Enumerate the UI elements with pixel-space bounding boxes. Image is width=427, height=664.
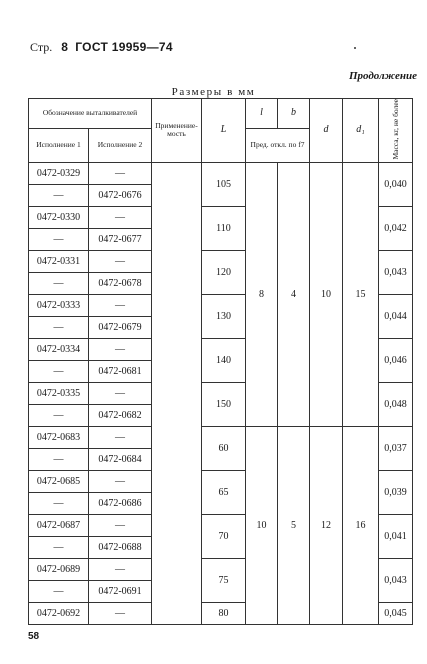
cell-variant2: — <box>89 470 152 492</box>
cell-variant1: 0472-0330 <box>29 206 89 228</box>
cell-variant2: — <box>89 338 152 360</box>
cell-l-group1: 8 <box>246 162 278 426</box>
cell-variant1: — <box>29 184 89 206</box>
cell-variant1: 0472-0685 <box>29 470 89 492</box>
page-number: 58 <box>28 631 40 642</box>
cell-variant1: 0472-0333 <box>29 294 89 316</box>
cell-variant2: 0472-0679 <box>89 316 152 338</box>
header-tolerance: Пред. откл. по f7 <box>246 128 310 162</box>
cell-variant1: — <box>29 272 89 294</box>
header-b: b <box>278 99 310 129</box>
cell-L: 150 <box>202 382 246 426</box>
cell-L: 65 <box>202 470 246 514</box>
cell-variant2: 0472-0677 <box>89 228 152 250</box>
standard-code: ГОСТ 19959—74 <box>75 40 173 54</box>
header-mass <box>379 99 413 163</box>
cell-variant1: — <box>29 536 89 558</box>
cell-variant1: 0472-0329 <box>29 162 89 184</box>
cell-mass: 0,041 <box>379 514 413 558</box>
header-mass-text: Масса, кг, не более <box>390 99 400 160</box>
table-row <box>29 426 413 448</box>
cell-d-group2: 12 <box>310 426 343 624</box>
cell-l-group2: 10 <box>246 426 278 624</box>
cell-L: 70 <box>202 514 246 558</box>
cell-L: 140 <box>202 338 246 382</box>
cell-L: 110 <box>202 206 246 250</box>
cell-variant1: 0472-0687 <box>29 514 89 536</box>
cell-variant1: 0472-0689 <box>29 558 89 580</box>
cell-variant2: 0472-0686 <box>89 492 152 514</box>
cell-variant1: 0472-0334 <box>29 338 89 360</box>
header-applicability: Применениемость <box>152 99 202 163</box>
cell-variant2: — <box>89 602 152 624</box>
header-L: L <box>202 99 246 163</box>
cell-variant2: — <box>89 206 152 228</box>
table-body <box>29 162 413 624</box>
cell-variant1: — <box>29 580 89 602</box>
page-no: 8 <box>61 40 69 54</box>
header-variant1: Исполнение 1 <box>29 128 89 162</box>
cell-L: 105 <box>202 162 246 206</box>
header-l: l <box>246 99 278 129</box>
cell-L: 60 <box>202 426 246 470</box>
cell-mass: 0,043 <box>379 250 413 294</box>
cell-variant2: — <box>89 426 152 448</box>
cell-mass: 0,044 <box>379 294 413 338</box>
table-row <box>29 162 413 184</box>
cell-variant1: — <box>29 404 89 426</box>
cell-applicability <box>152 162 202 624</box>
cell-variant2: 0472-0676 <box>89 184 152 206</box>
cell-mass: 0,039 <box>379 470 413 514</box>
cell-d1-group1: 15 <box>343 162 379 426</box>
cell-b-group2: 5 <box>278 426 310 624</box>
speck <box>354 47 356 49</box>
continued-label: Продолжение <box>348 70 417 82</box>
cell-d1-group2: 16 <box>343 426 379 624</box>
cell-variant2: — <box>89 162 152 184</box>
cell-L: 75 <box>202 558 246 602</box>
cell-L: 80 <box>202 602 246 624</box>
cell-mass: 0,040 <box>379 162 413 206</box>
cell-mass: 0,046 <box>379 338 413 382</box>
cell-mass: 0,042 <box>379 206 413 250</box>
cell-variant1: — <box>29 448 89 470</box>
cell-mass: 0,037 <box>379 426 413 470</box>
cell-variant1: — <box>29 316 89 338</box>
cell-L: 130 <box>202 294 246 338</box>
cell-variant2: — <box>89 514 152 536</box>
cell-variant1: 0472-0335 <box>29 382 89 404</box>
page-label: Стр. <box>30 40 53 54</box>
cell-variant2: 0472-0691 <box>89 580 152 602</box>
cell-variant1: — <box>29 492 89 514</box>
cell-variant1: — <box>29 228 89 250</box>
header-variant2: Исполнение 2 <box>89 128 152 162</box>
cell-b-group1: 4 <box>278 162 310 426</box>
cell-variant2: 0472-0682 <box>89 404 152 426</box>
cell-d-group1: 10 <box>310 162 343 426</box>
header-designation: Обозначение выталкивателей <box>29 99 152 129</box>
header-d1: d₁ <box>343 99 379 163</box>
cell-variant1: 0472-0692 <box>29 602 89 624</box>
dimensions-table <box>28 98 413 625</box>
cell-variant2: 0472-0681 <box>89 360 152 382</box>
table-caption: Размеры в мм <box>171 86 256 98</box>
page-header <box>30 40 173 55</box>
cell-mass: 0,045 <box>379 602 413 624</box>
cell-mass: 0,043 <box>379 558 413 602</box>
cell-variant2: 0472-0684 <box>89 448 152 470</box>
cell-variant2: — <box>89 294 152 316</box>
cell-variant1: 0472-0683 <box>29 426 89 448</box>
cell-mass: 0,048 <box>379 382 413 426</box>
cell-variant2: — <box>89 382 152 404</box>
cell-variant2: 0472-0688 <box>89 536 152 558</box>
cell-variant1: 0472-0331 <box>29 250 89 272</box>
cell-variant2: — <box>89 558 152 580</box>
cell-variant2: — <box>89 250 152 272</box>
header-d: d <box>310 99 343 163</box>
cell-variant1: — <box>29 360 89 382</box>
cell-variant2: 0472-0678 <box>89 272 152 294</box>
cell-L: 120 <box>202 250 246 294</box>
